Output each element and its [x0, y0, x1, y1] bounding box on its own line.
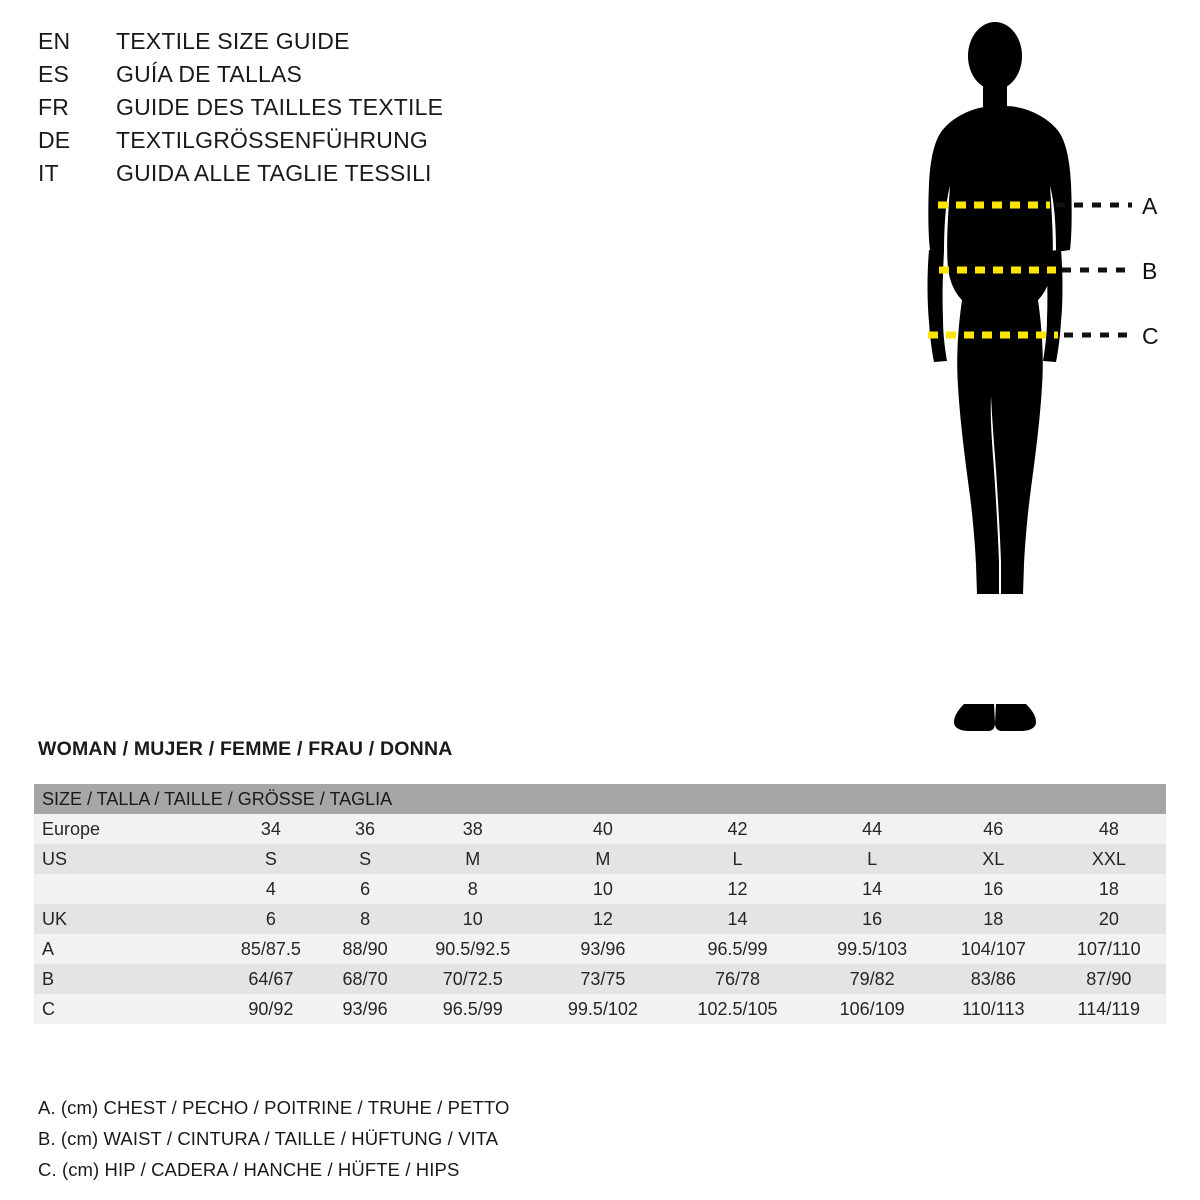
table-row	[34, 814, 1166, 844]
note-hip: C. (cm) HIP / CADERA / HANCHE / HÜFTE / HIPS	[38, 1159, 460, 1180]
cell: 14	[666, 904, 810, 934]
language-title: TEXTILGRÖSSENFÜHRUNG	[116, 127, 428, 153]
cell: 64/67	[217, 964, 325, 994]
cell: 48	[1052, 814, 1166, 844]
cell: 99.5/102	[540, 994, 666, 1024]
language-row	[38, 28, 658, 61]
cell: 12	[666, 874, 810, 904]
table-header-row	[34, 784, 1166, 814]
language-title-block	[38, 28, 658, 193]
cell: 73/75	[540, 964, 666, 994]
cell: 93/96	[325, 994, 406, 1024]
cell: 76/78	[666, 964, 810, 994]
table-header-label: SIZE / TALLA / TAILLE / GRÖSSE / TAGLIA	[34, 784, 1166, 814]
cell: 90/92	[217, 994, 325, 1024]
size-table	[34, 784, 1166, 1024]
cell: 93/96	[540, 934, 666, 964]
marker-label-b: B	[1142, 258, 1158, 284]
cell: 83/86	[935, 964, 1052, 994]
cell: 10	[405, 904, 540, 934]
note-waist: B. (cm) WAIST / CINTURA / TAILLE / HÜFTUNG / VITA	[38, 1128, 499, 1149]
table-row	[34, 844, 1166, 874]
cell: 90.5/92.5	[405, 934, 540, 964]
cell: 85/87.5	[217, 934, 325, 964]
language-code: DE	[38, 127, 71, 153]
cell: XXL	[1052, 844, 1166, 874]
marker-label-c: C	[1142, 323, 1159, 349]
cell: 104/107	[935, 934, 1052, 964]
cell: 107/110	[1052, 934, 1166, 964]
language-code: IT	[38, 160, 59, 186]
row-label	[34, 874, 217, 904]
row-label: US	[34, 844, 217, 874]
cell: M	[540, 844, 666, 874]
cell: 8	[405, 874, 540, 904]
cell: 46	[935, 814, 1052, 844]
cell: 6	[325, 874, 406, 904]
row-label: B	[34, 964, 217, 994]
measurement-notes	[38, 1092, 509, 1185]
silhouette-icon	[928, 22, 1072, 731]
cell: 16	[935, 874, 1052, 904]
cell: 12	[540, 904, 666, 934]
language-row	[38, 94, 658, 127]
language-row	[38, 127, 658, 160]
cell: 36	[325, 814, 406, 844]
language-row	[38, 61, 658, 94]
section-title: WOMAN / MUJER / FEMME / FRAU / DONNA	[38, 738, 453, 760]
cell: 106/109	[809, 994, 935, 1024]
cell: 20	[1052, 904, 1166, 934]
cell: 42	[666, 814, 810, 844]
cell: 6	[217, 904, 325, 934]
cell: 110/113	[935, 994, 1052, 1024]
cell: 38	[405, 814, 540, 844]
cell: 79/82	[809, 964, 935, 994]
language-title: TEXTILE SIZE GUIDE	[116, 28, 350, 54]
cell: 18	[1052, 874, 1166, 904]
row-label: C	[34, 994, 217, 1024]
cell: 16	[809, 904, 935, 934]
cell: 68/70	[325, 964, 406, 994]
cell: 34	[217, 814, 325, 844]
cell: 87/90	[1052, 964, 1166, 994]
cell: S	[325, 844, 406, 874]
table-row	[34, 874, 1166, 904]
table-row	[34, 994, 1166, 1024]
cell: L	[809, 844, 935, 874]
cell: 96.5/99	[666, 934, 810, 964]
cell: 114/119	[1052, 994, 1166, 1024]
cell: 99.5/103	[809, 934, 935, 964]
cell: L	[666, 844, 810, 874]
language-code: FR	[38, 94, 70, 120]
cell: 18	[935, 904, 1052, 934]
row-label: A	[34, 934, 217, 964]
note-chest: A. (cm) CHEST / PECHO / POITRINE / TRUHE / PETTO	[38, 1097, 510, 1118]
female-silhouette-figure	[850, 14, 1180, 754]
cell: 102.5/105	[666, 994, 810, 1024]
cell: M	[405, 844, 540, 874]
table-row	[34, 934, 1166, 964]
row-label: UK	[34, 904, 217, 934]
language-title: GUIDE DES TAILLES TEXTILE	[116, 94, 444, 120]
table-row	[34, 964, 1166, 994]
marker-label-a: A	[1142, 193, 1158, 219]
cell: 4	[217, 874, 325, 904]
cell: 96.5/99	[405, 994, 540, 1024]
cell: 44	[809, 814, 935, 844]
cell: 10	[540, 874, 666, 904]
language-title: GUIDA ALLE TAGLIE TESSILI	[116, 160, 432, 186]
cell: 14	[809, 874, 935, 904]
language-row	[38, 160, 658, 193]
cell: S	[217, 844, 325, 874]
language-code: ES	[38, 61, 70, 87]
cell: XL	[935, 844, 1052, 874]
cell: 70/72.5	[405, 964, 540, 994]
cell: 8	[325, 904, 406, 934]
cell: 88/90	[325, 934, 406, 964]
table-row	[34, 904, 1166, 934]
cell: 40	[540, 814, 666, 844]
row-label: Europe	[34, 814, 217, 844]
language-title: GUÍA DE TALLAS	[116, 61, 303, 87]
language-code: EN	[38, 28, 71, 54]
